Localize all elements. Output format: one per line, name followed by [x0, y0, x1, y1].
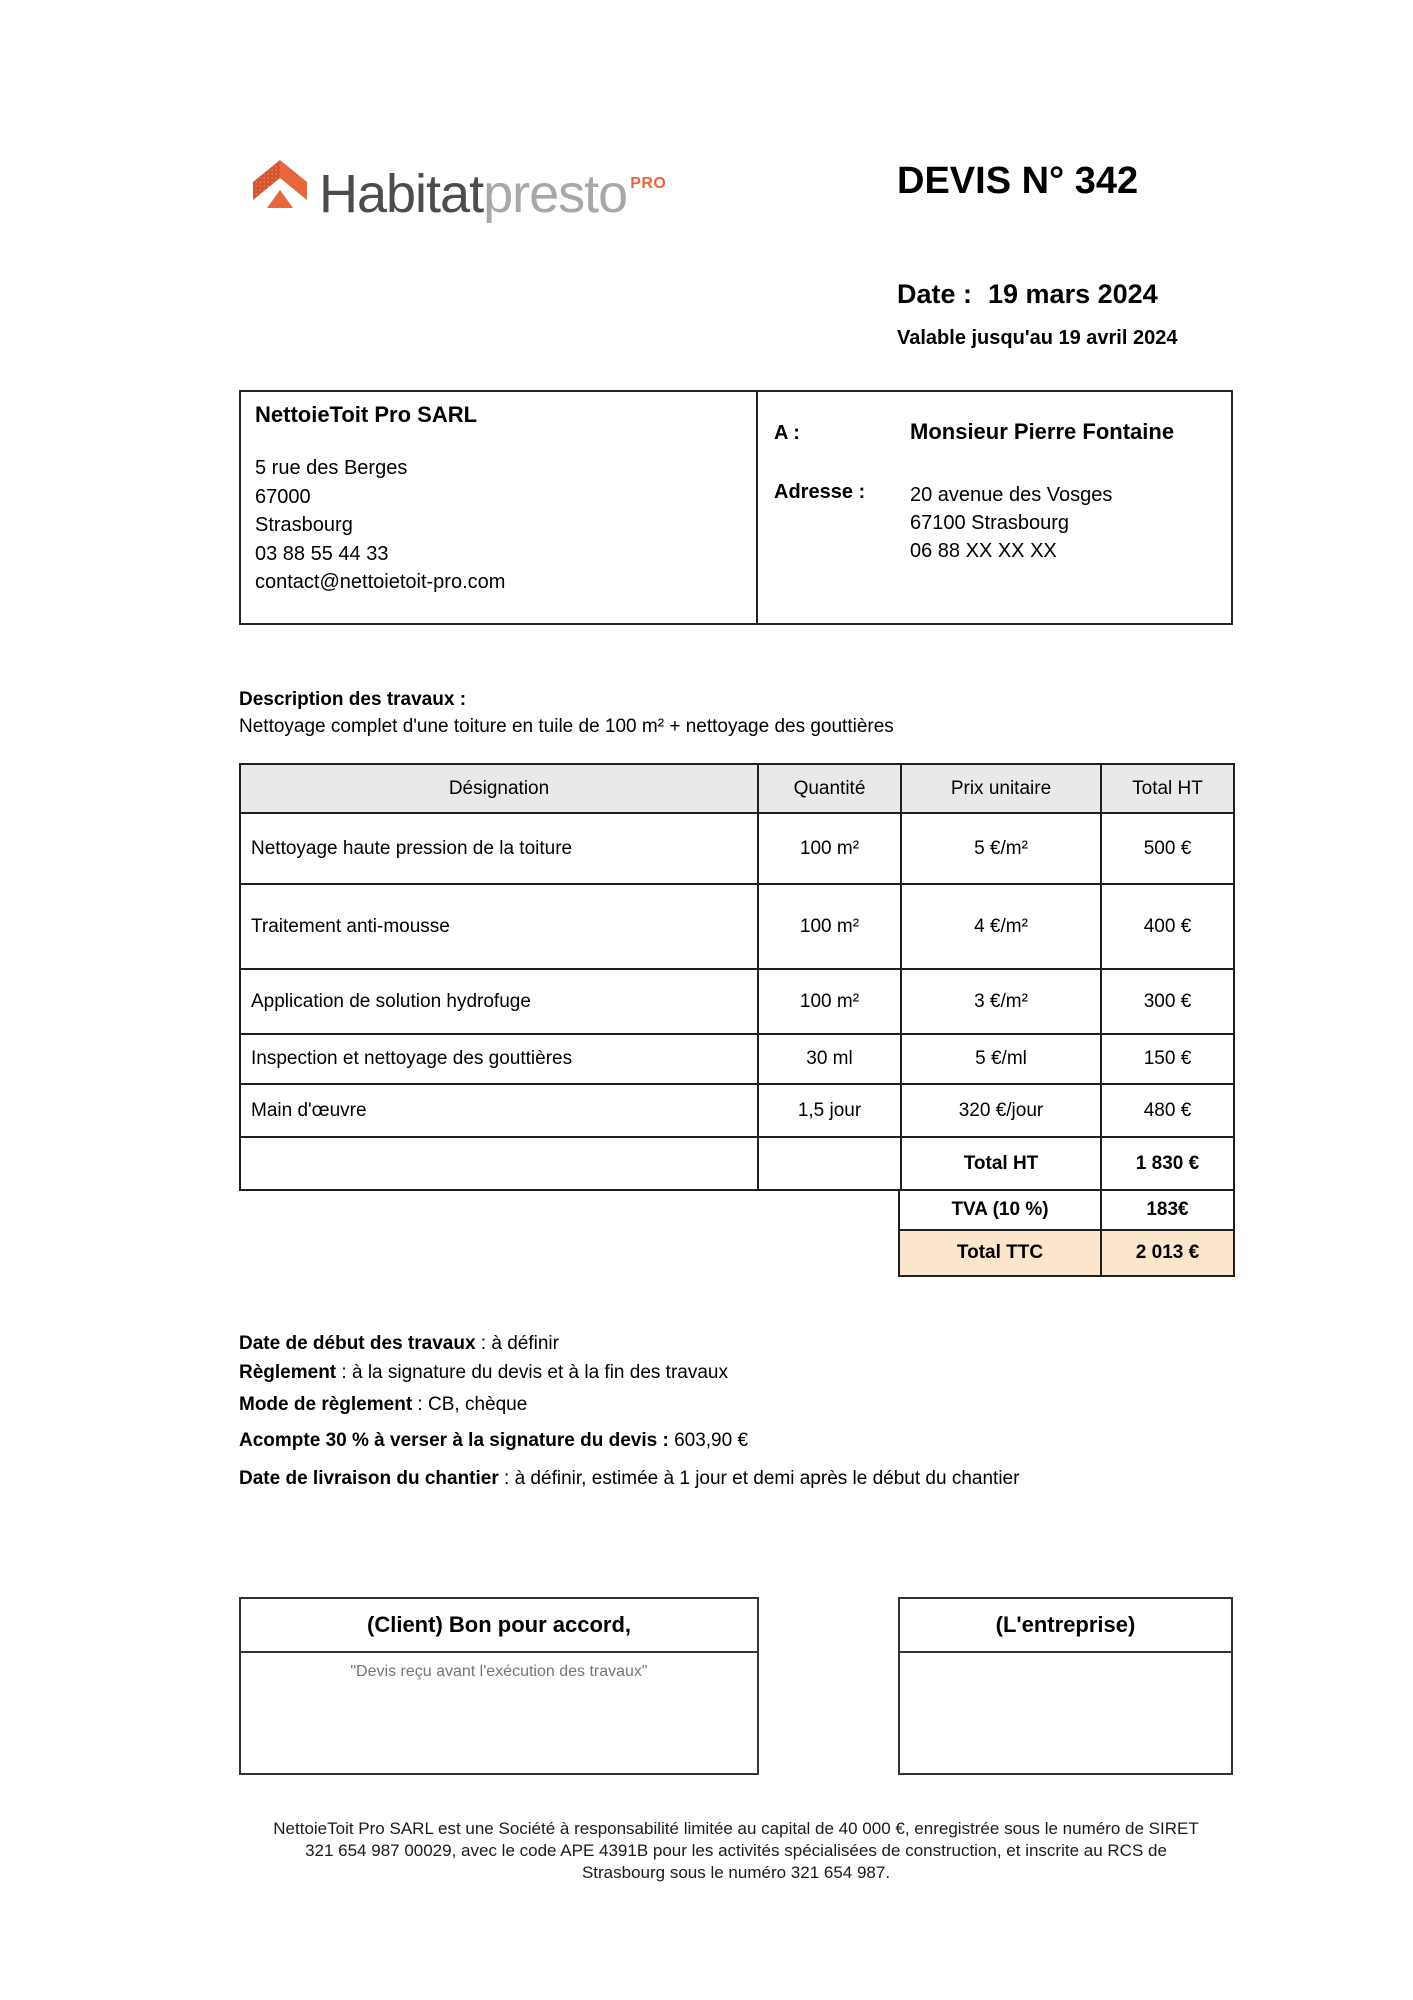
term-payment-method — [239, 1394, 527, 1416]
table-header-row — [240, 764, 1234, 813]
client-phone: 06 88 XX XX XX — [910, 540, 1057, 562]
client-signature-note: "Devis reçu avant l'exécution des travaux" — [350, 1663, 648, 1680]
table-row — [240, 969, 1234, 1034]
term-label: Acompte 30 % à verser à la signature du devis : — [239, 1430, 669, 1451]
row-total: 300 € — [1101, 969, 1234, 1034]
total-ht-value: 1 830 € — [1101, 1137, 1234, 1190]
tva-label: TVA (10 %) — [899, 1190, 1101, 1230]
client-signature-box — [239, 1597, 759, 1775]
term-payment — [239, 1362, 728, 1384]
items-table — [239, 763, 1235, 1191]
company-city: Strasbourg — [255, 514, 353, 536]
totals-table — [898, 1189, 1235, 1277]
row-quantity: 100 m² — [758, 884, 901, 969]
company-phone: 03 88 55 44 33 — [255, 542, 389, 565]
company-address-line: 5 rue des Berges — [255, 457, 408, 479]
table-row — [240, 884, 1234, 969]
parties-box — [239, 390, 1233, 625]
house-arrow-icon — [251, 157, 309, 217]
row-unit-price: 3 €/m² — [901, 969, 1101, 1034]
client-signature-title: (Client) Bon pour accord, — [241, 1599, 757, 1653]
client-to-label: A : — [774, 422, 800, 444]
date-value: 19 mars 2024 — [988, 279, 1158, 309]
row-designation: Application de solution hydrofuge — [240, 969, 758, 1034]
devis-number-title: DEVIS N° 342 — [897, 160, 1139, 202]
devis-date — [897, 279, 1158, 310]
row-unit-price: 5 €/m² — [901, 813, 1101, 884]
row-quantity: 100 m² — [758, 969, 901, 1034]
total-ht-label: Total HT — [901, 1137, 1101, 1190]
client-info — [758, 392, 1231, 623]
company-email: contact@nettoietoit-pro.com — [255, 571, 506, 593]
company-info — [241, 392, 756, 623]
term-value: 603,90 € — [668, 1430, 749, 1451]
legal-footer — [239, 1818, 1233, 1884]
row-total: 150 € — [1101, 1034, 1234, 1084]
logo-habitat-text: Habitat — [319, 164, 484, 224]
habitatpresto-logo — [251, 153, 666, 225]
logo-wordmark — [319, 153, 666, 225]
term-deposit — [239, 1430, 748, 1452]
term-label: Date de début des travaux — [239, 1333, 476, 1354]
row-total: 400 € — [1101, 884, 1234, 969]
description-text: Nettoyage complet d'une toiture en tuile de 100 m² + nettoyage des gouttières — [239, 716, 894, 737]
company-signature-box — [898, 1597, 1233, 1775]
term-start-date — [239, 1333, 559, 1355]
client-name: Monsieur Pierre Fontaine — [910, 419, 1175, 444]
company-postal-code: 67000 — [255, 485, 311, 508]
footer-line: NettoieToit Pro SARL est une Société à responsabilité limitée au capital de 40 000 €, enregistrée sous le numéro de SIRET — [273, 1819, 1199, 1838]
row-designation: Inspection et nettoyage des gouttières — [240, 1034, 758, 1084]
footer-line: 321 654 987 00029, avec le code APE 4391B pour les activités spécialisées de construction, et inscrite au RCS de — [305, 1841, 1167, 1860]
logo-presto-text: presto — [483, 164, 628, 224]
term-value: : à définir — [475, 1333, 559, 1354]
row-total: 500 € — [1101, 813, 1234, 884]
empty-cell — [758, 1137, 901, 1190]
date-label: Date : — [897, 279, 973, 309]
header-total-ht: Total HT — [1101, 764, 1234, 813]
row-quantity: 100 m² — [758, 813, 901, 884]
row-quantity: 1,5 jour — [758, 1084, 901, 1137]
client-address-label: Adresse : — [774, 481, 866, 503]
term-label: Mode de règlement — [239, 1394, 413, 1415]
term-label: Règlement — [239, 1362, 337, 1383]
works-description — [239, 686, 894, 740]
client-address-city: 67100 Strasbourg — [910, 512, 1070, 534]
total-ttc-label: Total TTC — [899, 1230, 1101, 1276]
total-ht-row — [240, 1137, 1234, 1190]
header-unit-price: Prix unitaire — [901, 764, 1101, 813]
row-quantity: 30 ml — [758, 1034, 901, 1084]
row-total: 480 € — [1101, 1084, 1234, 1137]
tva-row — [899, 1190, 1234, 1230]
logo-pro-badge: PRO — [630, 175, 667, 192]
row-unit-price: 4 €/m² — [901, 884, 1101, 969]
row-unit-price: 320 €/jour — [901, 1084, 1101, 1137]
row-unit-price: 5 €/ml — [901, 1034, 1101, 1084]
empty-cell — [240, 1137, 758, 1190]
term-label: Date de livraison du chantier — [239, 1468, 499, 1489]
header-designation: Désignation — [240, 764, 758, 813]
term-value: : CB, chèque — [412, 1394, 528, 1415]
row-designation: Main d'œuvre — [240, 1084, 758, 1137]
table-row — [240, 813, 1234, 884]
row-designation: Traitement anti-mousse — [240, 884, 758, 969]
client-address-line: 20 avenue des Vosges — [910, 484, 1113, 506]
row-designation: Nettoyage haute pression de la toiture — [240, 813, 758, 884]
total-ttc-row — [899, 1230, 1234, 1276]
term-value: : à définir, estimée à 1 jour et demi après le début du chantier — [498, 1468, 1020, 1489]
term-value: : à la signature du devis et à la fin des travaux — [336, 1362, 728, 1383]
term-delivery-date — [239, 1468, 1019, 1490]
table-row — [240, 1034, 1234, 1084]
footer-line: Strasbourg sous le numéro 321 654 987. — [581, 1863, 891, 1882]
description-label: Description des travaux : — [239, 689, 467, 710]
table-row — [240, 1084, 1234, 1137]
validity-text: Valable jusqu'au 19 avril 2024 — [897, 327, 1178, 349]
header-quantity: Quantité — [758, 764, 901, 813]
company-signature-title: (L'entreprise) — [900, 1599, 1231, 1653]
total-ttc-value: 2 013 € — [1101, 1230, 1234, 1276]
tva-value: 183€ — [1101, 1190, 1234, 1230]
company-name: NettoieToit Pro SARL — [255, 402, 478, 427]
